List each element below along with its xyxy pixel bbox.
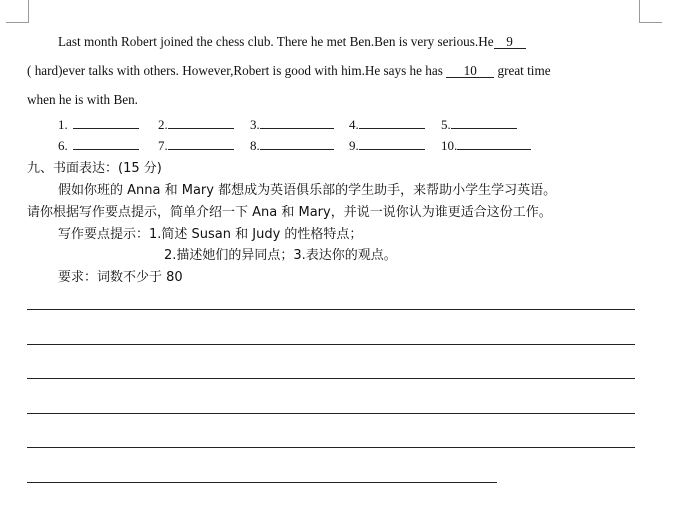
page-corner-mark-right xyxy=(639,0,662,23)
writing-hints-1: 写作要点提示：1.简述 Susan 和 Judy 的性格特点； xyxy=(58,227,363,242)
passage-text-3: when he is with Ben. xyxy=(27,92,138,107)
answer-number: 6. xyxy=(58,138,68,153)
answer-number: 3. xyxy=(250,117,260,132)
answer-blank-5[interactable] xyxy=(451,115,517,129)
answer-blank-6[interactable] xyxy=(73,136,139,150)
section-title: 九、书面表达：(15 分) xyxy=(27,161,162,176)
answer-number: 7. xyxy=(158,138,168,153)
answer-row-2 xyxy=(0,136,678,154)
answer-blank-8[interactable] xyxy=(260,136,334,150)
answer-number: 1. xyxy=(58,117,68,132)
answer-number: 8. xyxy=(250,138,260,153)
answer-number: 4. xyxy=(349,117,359,132)
writing-line-1[interactable] xyxy=(27,309,635,310)
passage-text-2b: great time xyxy=(497,63,551,78)
answer-blank-3[interactable] xyxy=(260,115,334,129)
answer-number: 9. xyxy=(349,138,359,153)
passage-line-1 xyxy=(58,34,526,50)
writing-line-4[interactable] xyxy=(27,413,635,414)
answer-blank-10[interactable] xyxy=(457,136,531,150)
answer-blank-1[interactable] xyxy=(73,115,139,129)
answer-blank-7[interactable] xyxy=(168,136,234,150)
answer-number: 10. xyxy=(441,138,458,153)
page-corner-mark-left xyxy=(6,0,29,23)
writing-line-2[interactable] xyxy=(27,344,635,345)
answer-number: 5. xyxy=(441,117,451,132)
writing-prompt-2: 请你根据写作要点提示，简单介绍一下 Ana 和 Mary，并说一说你认为谁更适合这份工作。 xyxy=(27,205,552,220)
passage-line-3 xyxy=(27,92,138,108)
passage-text-2: ( hard)ever talks with others. However,Robert is good with him.He says he has xyxy=(27,63,443,78)
writing-line-5[interactable] xyxy=(27,447,635,448)
answer-blank-4[interactable] xyxy=(359,115,425,129)
writing-line-3[interactable] xyxy=(27,378,635,379)
answer-number: 2. xyxy=(158,117,168,132)
answer-blank-2[interactable] xyxy=(168,115,234,129)
writing-hints-2: 2.描述她们的异同点；3.表达你的观点。 xyxy=(164,248,397,263)
writing-requirement: 要求：词数不少于 80 xyxy=(58,270,183,285)
writing-line-6[interactable] xyxy=(27,482,497,483)
writing-prompt-1: 假如你班的 Anna 和 Mary 都想成为英语俱乐部的学生助手，来帮助小学生学习英语。 xyxy=(58,183,557,198)
answer-row-1 xyxy=(0,115,678,133)
passage-line-2 xyxy=(27,63,551,79)
answer-blank-9[interactable] xyxy=(359,136,425,150)
passage-text-1: Last month Robert joined the chess club. There he met Ben.Ben is very serious.He xyxy=(58,34,494,49)
blank-10[interactable]: 10 xyxy=(446,64,494,78)
blank-9[interactable]: 9 xyxy=(494,35,526,49)
